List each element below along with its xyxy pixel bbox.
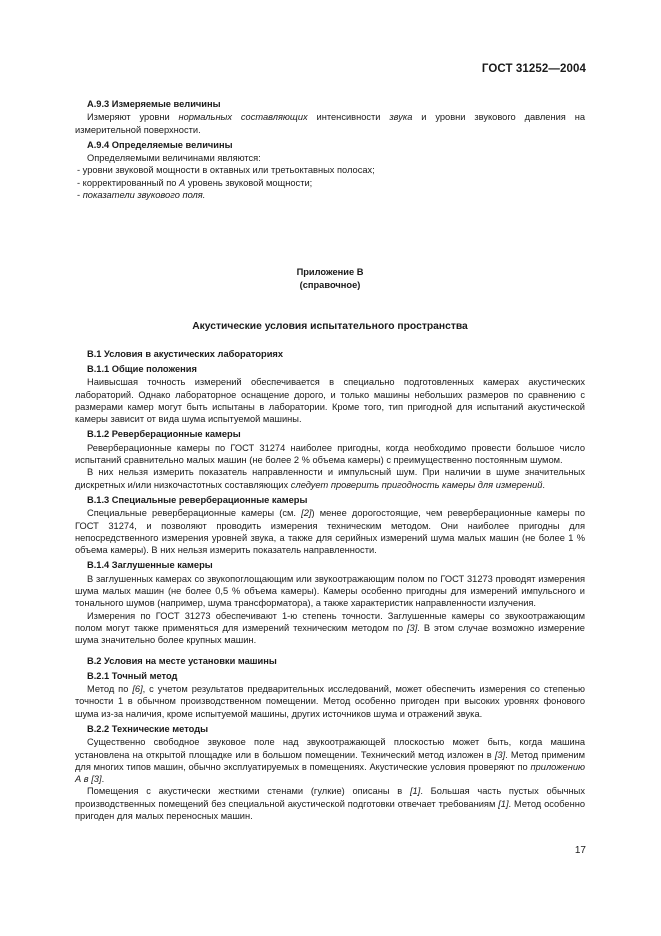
paragraph-b14-1: В заглушенных камерах со звукопоглощающим или звукоотражающим полом по ГОСТ 31273 проводят измерения шума малых машин (не более 0,5 % объема камеры). Камеры особенно пригодны для измерений импульсного и тонального шумов (например, шума трансформатора), а также характеристик направленности излучения.	[75, 573, 585, 609]
appendix-title: Приложение В	[296, 267, 364, 278]
list-item: - корректированный по А уровень звуковой мощности;	[77, 177, 313, 188]
heading-b11: В.1.1 Общие положения	[87, 363, 197, 374]
page-content	[75, 95, 585, 822]
heading-a93: А.9.3 Измеряемые величины	[87, 99, 221, 109]
heading-b12: В.1.2 Реверберационные камеры	[87, 429, 241, 440]
paragraph-b14-2: Измерения по ГОСТ 31273 обеспечивают 1-ю степень точности. Заглушенные камеры со звукоотражающим полом могут также применяться для измерений техническим методом по [3]. В этом случае возможно измерение шума значительно более крупных машин.	[75, 610, 585, 646]
heading-b22: В.2.2 Технические методы	[87, 723, 209, 734]
appendix-subtitle: (справочное)	[299, 279, 361, 290]
paragraph-b12-2: В них нельзя измерить показатель направленности и импульсный шум. При наличии в шуме значительных дискретных и/или низкочастотных составляющих следует проверить пригодность камеры для измерений.	[75, 467, 585, 490]
appendix-heading	[75, 266, 585, 291]
heading-b21: В.2.1 Точный метод	[87, 670, 178, 681]
heading-b13: В.1.3 Специальные реверберационные камеры	[87, 494, 308, 505]
list-item: - уровни звуковой мощности в октавных или третьоктавных полосах;	[77, 165, 375, 176]
paragraph-b11: Наивысшая точность измерений обеспечивается в специально подготовленных камерах акустических лабораторий. Однако лабораторное оснащение дорого, и только машины небольших размеров по сравнению с размерами камер могут быть испытаны в лаборатории. Кроме того, тип пригодной для испытаний акустической камеры зависит от вида шума испытуемой машины.	[75, 377, 585, 425]
heading-b1: В.1 Условия в акустических лабораториях	[87, 348, 284, 359]
paragraph-a94-intro: Определяемыми величинами являются:	[87, 153, 261, 164]
heading-b14: В.1.4 Заглушенные камеры	[87, 560, 213, 571]
heading-a94: А.9.4 Определяемые величины	[87, 139, 233, 150]
paragraph-b12-1: Реверберационные камеры по ГОСТ 31274 наиболее пригодны, когда необходимо провести большое число испытаний сравнительно малых машин (не более 2 % объема камеры) с преимущественно постоянным шумом.	[75, 442, 585, 466]
paragraph-b13: Специальные реверберационные камеры (см. [2]) менее дорогостоящие, чем реверберационные камеры по ГОСТ 31274, и позволяют проводить измерения техническим методом. Они наиболее пригодны для непосредственного измерения уровней звука, а также для серийных измерений шума малых машин (не более 1 % объема камеры). В них нельзя измерить показатель направленности.	[75, 508, 585, 556]
paragraph-b22-2: Помещения с акустически жесткими стенами (гулкие) описаны в [1]. Большая часть пустых обычных производственных помещений без специальной акустической подготовки отвечает требованиям [1]. Метод особенно пригоден для малых переносных машин.	[75, 786, 586, 822]
page-number: 17	[574, 845, 586, 856]
paragraph-b22-1: Существенно свободное звуковое поле над звукоотражающей плоскостью может быть, когда машина установлена на открытой площадке или в большом помещении. Технический метод изложен в [3]. Метод применим для многих типов машин, обычно эксплуатируемых в помещениях. Акустические условия проверяют по приложению А в [3].	[75, 737, 585, 785]
section-title: Акустические условия испытательного пространства	[192, 321, 468, 333]
paragraph-a93: Измеряют уровни нормальных составляющих интенсивности звука и уровни звукового давления на измерительной поверхности.	[75, 112, 586, 135]
list-item: - показатели звукового поля.	[77, 190, 206, 201]
paragraph-b21: Метод по [6], с учетом результатов предварительных исследований, может обеспечить измерения со степенью точности 1 в обычном производственном помещении. Метод особенно пригоден при высоких уровнях фонового шума из-за наличия, кроме испытуемой машины, других источников шума и отражений звука.	[75, 684, 585, 719]
document-code: ГОСТ 31252—2004	[481, 63, 586, 75]
heading-b2: В.2 Условия на месте установки машины	[87, 655, 277, 666]
